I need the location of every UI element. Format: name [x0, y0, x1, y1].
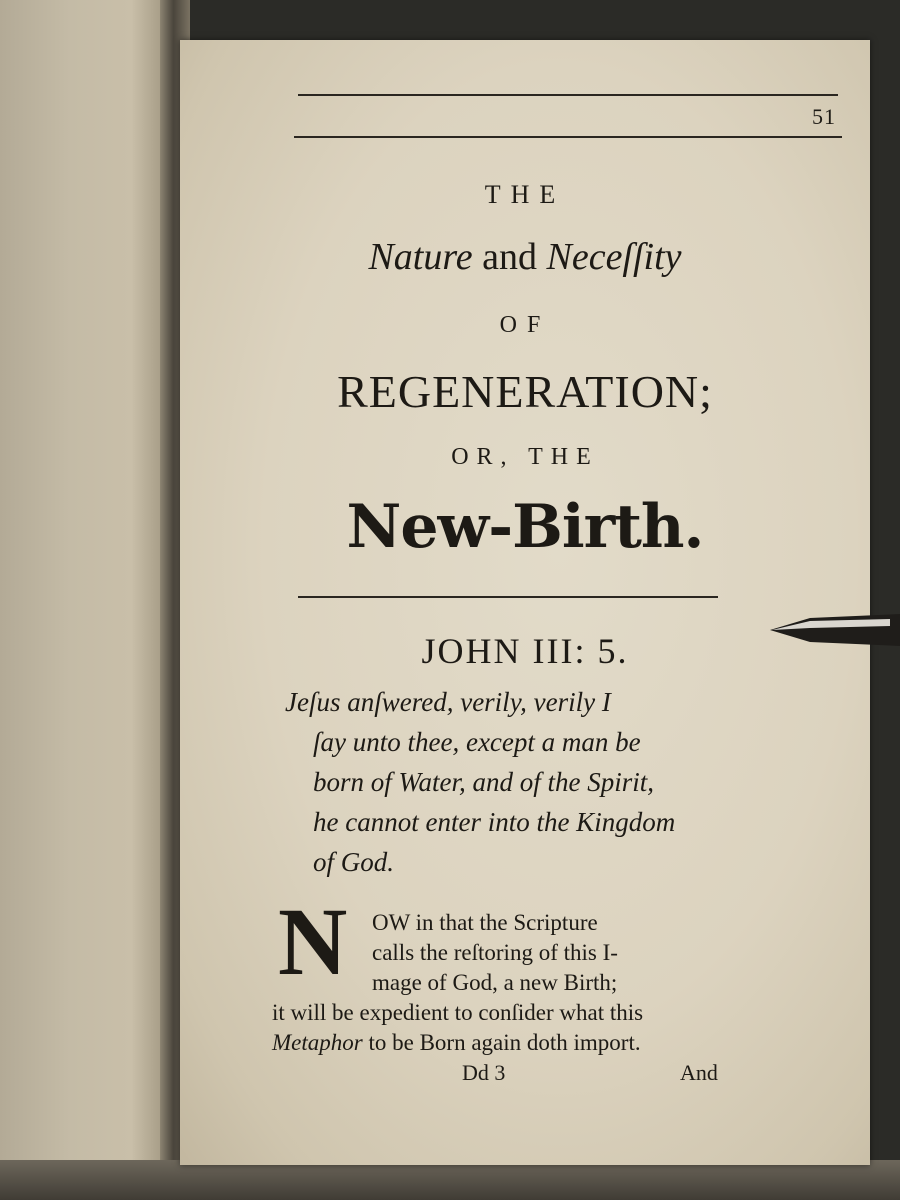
- title-regeneration: REGENERATION;: [337, 366, 713, 417]
- header-rule-top: [298, 94, 838, 96]
- verse-line: of God.: [313, 847, 394, 877]
- title-nature: Nature: [368, 236, 473, 278]
- body-line: mage of God, a new Birth;: [372, 970, 618, 995]
- title-and: and: [482, 236, 537, 278]
- signature-mark: Dd 3: [462, 1060, 506, 1085]
- header-rule-bottom: [294, 136, 842, 138]
- verse-line: born of Water, and of the Spirit,: [313, 767, 655, 797]
- scripture-reference: JOHN III: 5.: [421, 631, 629, 671]
- body-line: it will be expedient to conſider what this: [272, 1000, 644, 1025]
- verse-text: [285, 682, 745, 882]
- catchword: And: [680, 1060, 718, 1085]
- drop-cap: N: [278, 888, 348, 995]
- title-or-the: OR, THE: [451, 444, 599, 470]
- book-page: [180, 40, 870, 1165]
- title-nature-necessity: [180, 235, 870, 279]
- body-paragraph: [272, 908, 742, 1058]
- body-line-final: [272, 1028, 742, 1058]
- book-bottom-edge: [0, 1160, 900, 1200]
- body-italic-word: Metaphor: [272, 1030, 363, 1055]
- body-line: to be Born again doth import.: [368, 1030, 641, 1055]
- verse-line: Jeſus anſwered, verily, verily I: [285, 687, 611, 717]
- page-number: 51: [812, 104, 836, 129]
- title-of: OF: [499, 312, 551, 338]
- body-line: OW in that the Scripture: [372, 910, 598, 935]
- pen-pointer-icon: [770, 612, 900, 648]
- title-the: THE: [484, 180, 566, 209]
- verse-line: he cannot enter into the Kingdom: [313, 807, 676, 837]
- verse-line: ſay unto thee, except a man be: [313, 727, 641, 757]
- title-necessity: Neceſſity: [546, 236, 682, 278]
- facing-page: [0, 0, 175, 1200]
- body-line: calls the reſtoring of this I-: [372, 940, 618, 965]
- title-new-birth: New-Birth.: [346, 492, 704, 562]
- section-rule: [298, 596, 718, 598]
